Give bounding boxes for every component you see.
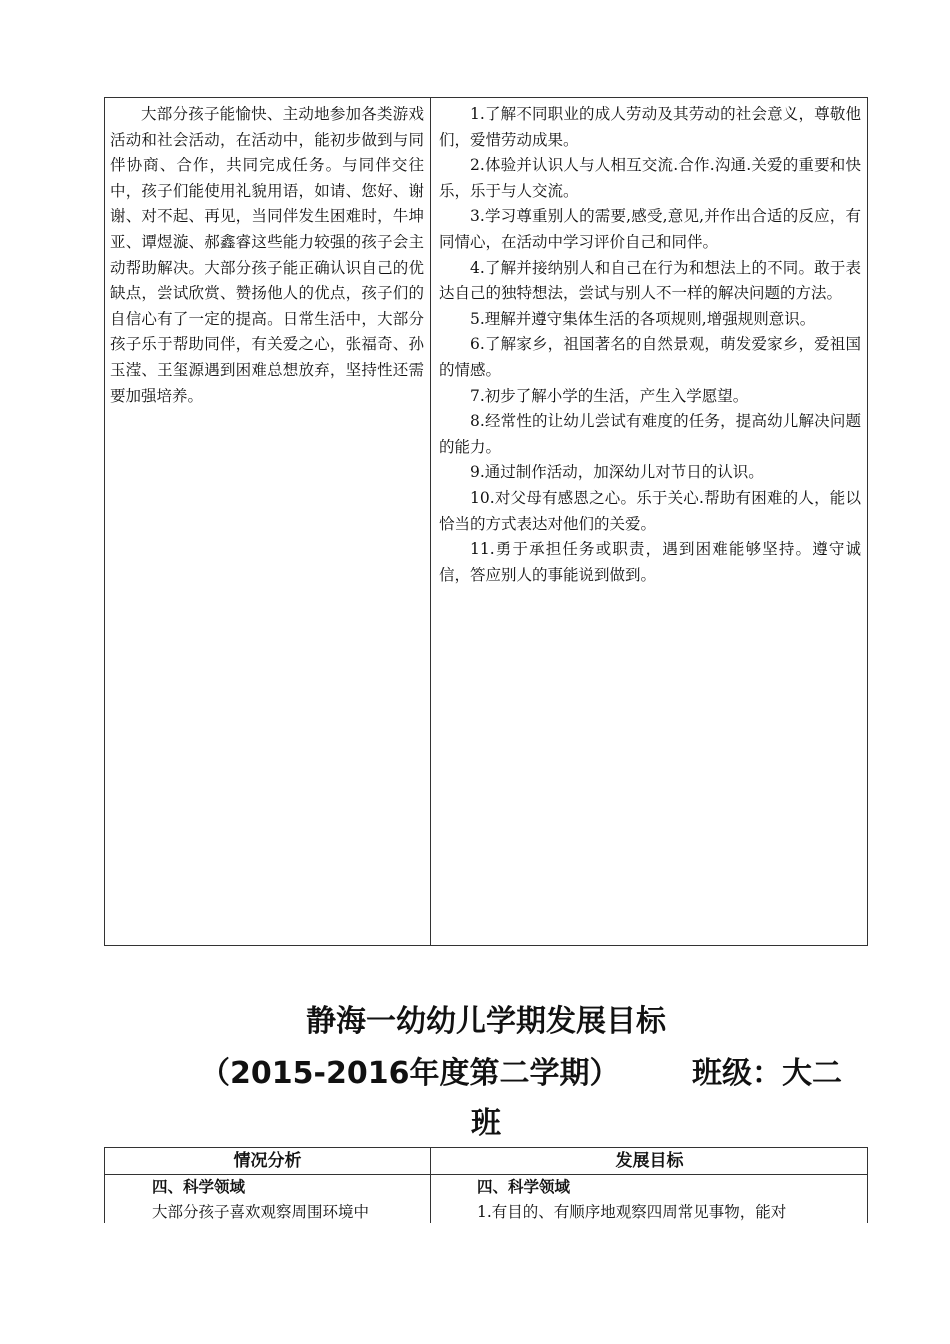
goal-item: 8.经常性的让幼儿尝试有难度的任务，提高幼儿解决问题的能力。 (439, 412, 861, 456)
goal-item: 1.有目的、有顺序地观察四周常见事物，能对 (477, 1203, 787, 1221)
section-title-right: 四、科学领域 (477, 1178, 571, 1196)
goal-item: 4.了解并接纳别人和自己在行为和想法上的不同。敢于表达自己的独特想法，尝试与别人不一样的解决问题的方法。 (439, 258, 861, 303)
goal-item: 11.勇于承担任务或职责，遇到困难能够坚持。遵守诚信，答应别人的事能说到做到。 (439, 540, 861, 584)
situation-analysis-cell (110, 102, 424, 409)
situation-analysis-text: 大部分孩子喜欢观察周围环境中 (152, 1203, 370, 1221)
section-title-left: 四、科学领域 (152, 1178, 246, 1196)
page-title: 静海一幼幼儿学期发展目标 (306, 1004, 666, 1039)
goal-item: 5.理解并遵守集体生活的各项规则,增强规则意识。 (470, 309, 816, 328)
development-goals-cell (439, 102, 861, 588)
column-divider (430, 98, 431, 945)
situation-analysis-text: 大部分孩子能愉快、主动地参加各类游戏活动和社会活动，在活动中，能初步做到与同伴协商、合作，共同完成任务。与同伴交往中，孩子们能使用礼貌用语，如请、您好、谢谢、对不起、再见，当同伴发生困难时，牛坤亚、谭煜漩、郝鑫睿这些能力较强的孩子会主动帮助解决。大部分孩子能正确认识自己的优缺点，尝试欣赏、赞扬他人的优点，孩子们的自信心有了一定的提高。日常生活中，大部分孩子乐于帮助同伴，有关爱之心，张福奇、孙玉滢、王玺源遇到困难总想放弃，坚持性还需要加强培养。 (110, 105, 424, 405)
goal-item: 10.对父母有感恩之心。乐于关心.帮助有困难的人，能以恰当的方式表达对他们的关爱。 (439, 488, 861, 533)
top-table (104, 97, 868, 946)
header-situation-analysis: 情况分析 (233, 1151, 302, 1171)
term-label: （2015-2016年度第二学期） (200, 1056, 620, 1091)
header-development-goals: 发展目标 (615, 1151, 684, 1171)
class-label: 班级：大二 (692, 1056, 842, 1091)
term-line (200, 1052, 868, 1096)
goal-item: 9.通过制作活动，加深幼儿对节日的认识。 (470, 463, 764, 482)
goal-item: 1.了解不同职业的成人劳动及其劳动的社会意义，尊敬他们，爱惜劳动成果。 (439, 105, 861, 149)
class-label-tail: 班 (471, 1106, 501, 1141)
goal-item: 2.体验并认识人与人相互交流.合作.沟通.关爱的重要和快乐，乐于与人交流。 (439, 156, 861, 200)
goal-item: 3.学习尊重别人的需要,感受,意见,并作出合适的反应，有同情心，在活动中学习评价自己和同伴。 (439, 207, 861, 251)
goal-item: 6.了解家乡，祖国著名的自然景观，萌发爱家乡，爱祖国的情感。 (439, 335, 861, 379)
goal-item: 7.初步了解小学的生活，产生入学愿望。 (470, 386, 749, 405)
bottom-table (104, 1147, 868, 1223)
